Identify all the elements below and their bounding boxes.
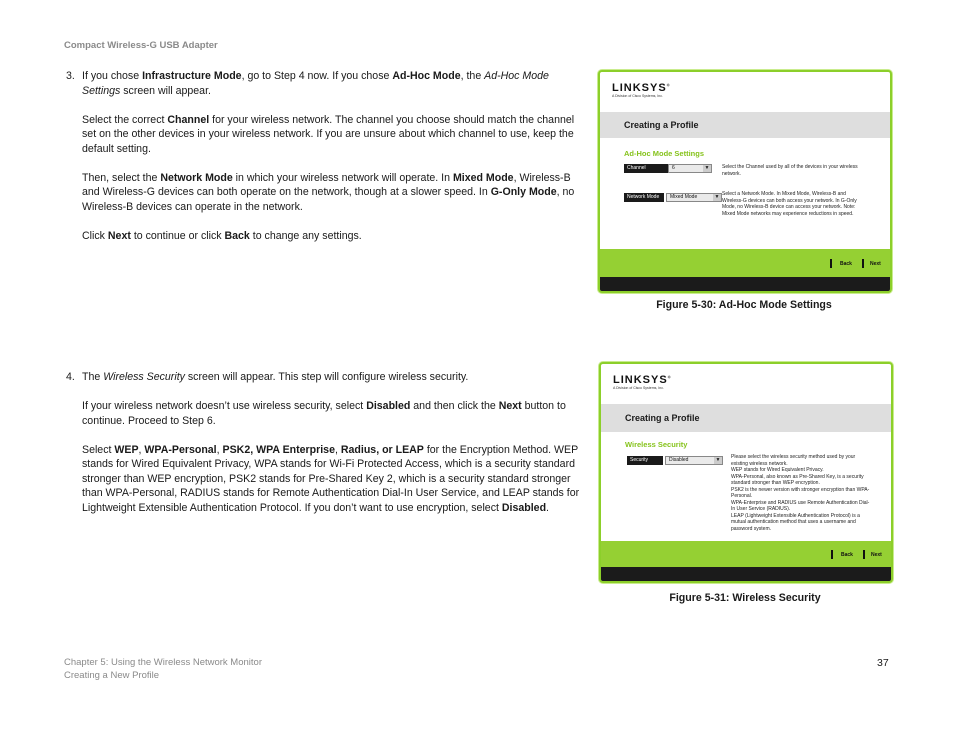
step-number: 4. [66, 371, 75, 383]
security-select[interactable]: Disabled ▼ [665, 456, 723, 465]
wireless-security-screenshot [599, 362, 893, 583]
linksys-logo: LINKSYS® [612, 82, 671, 94]
back-button[interactable]: Back [841, 552, 853, 558]
next-button[interactable]: Next [870, 261, 881, 267]
divider [831, 550, 833, 559]
profile-title: Creating a Profile [600, 112, 890, 138]
network-mode-select[interactable]: Mixed Mode ▼ [666, 193, 722, 202]
page-number: 37 [877, 657, 889, 669]
channel-label: Channel [624, 164, 668, 173]
security-field [627, 456, 723, 465]
next-button[interactable]: Next [871, 552, 882, 558]
step-number: 3. [66, 70, 75, 82]
step-4-paragraph-2: If your wireless network doesn’t use wireless security, select Disabled and then click the Next button to continue. Proceed to Step 6. [82, 400, 566, 427]
footer-bar [601, 567, 891, 581]
section-title: Ad-Hoc Mode Settings [624, 149, 704, 158]
chevron-down-icon: ▼ [704, 165, 710, 171]
chevron-down-icon: ▼ [714, 194, 720, 200]
divider [862, 259, 864, 268]
step-4-paragraph-1: The Wireless Security screen will appear. This step will configure wireless security. [82, 371, 469, 383]
footer-section: Creating a New Profile [64, 670, 160, 681]
divider [863, 550, 865, 559]
security-description: Please select the wireless security method used by your existing wireless network. WEP stands for Wired Equivalent Privacy. WPA-Personal, also known as Pre-Shared Key, is a security standard stronger than WEP encryption. PSK2 is the newer version with stronger encryption than WPA-Personal. WPA-Enterprise and RADIUS use Remote Authentication Dial-In User Service (RADIUS). LEAP (Lightweight Extensible Authentication Protocol) is a mutual authentication method that uses a username and password system. [731, 454, 870, 532]
adhoc-settings-screenshot [598, 70, 892, 293]
step-4 [66, 370, 588, 530]
step-3-paragraph-2: Select the correct Channel for your wireless network. The channel you choose should match the channel set on the other devices in your wireless network. If you are unsure about which channel to use, keep the default setting. [82, 113, 575, 155]
channel-select[interactable]: 6 ▼ [668, 164, 712, 173]
logo-subtitle: A Division of Cisco Systems, Inc. [613, 386, 664, 390]
footer-bar [600, 277, 890, 291]
network-mode-field [624, 193, 722, 202]
divider [830, 259, 832, 268]
footer-chapter: Chapter 5: Using the Wireless Network Monitor [64, 657, 262, 668]
network-mode-label: Network Mode [624, 193, 664, 202]
running-header: Compact Wireless-G USB Adapter [64, 40, 218, 51]
step-3-paragraph-3: Then, select the Network Mode in which your wireless network will operate. In Mixed Mode, Wireless-B and Wireless-G devices can both operate on the network, though at a slower speed. In G-Only Mode, no Wireless-B devices can operate in the network. [82, 171, 575, 213]
chevron-down-icon: ▼ [715, 457, 721, 463]
channel-field [624, 164, 712, 173]
security-label: Security [627, 456, 663, 465]
network-mode-description: Select a Network Mode. In Mixed Mode, Wireless-B and Wireless-G devices can both access your network. In G-Only Mode, no Wireless-B device can access your network. Note: Mixed Mode networks may experience reductions in speed. [722, 191, 857, 217]
step-4-paragraph-3: Select WEP, WPA-Personal, PSK2, WPA Enterprise, Radius, or LEAP for the Encryption Method. WEP stands for Wired Equivalent Privacy, WPA stands for Wi-Fi Protected Access, which is a security standard stronger than WEP encryption, PSK2 stands for Pre-Shared Key 2, which is a security standard stronger than WPA-Personal, RADIUS stands for Remote Authentication Dial-In User Service, and LEAP stands for Lightweight Extensible Authentication Protocol. If you don’t want to use encryption, select Disabled. [82, 443, 580, 514]
step-3-paragraph-1: If you chose Infrastructure Mode, go to Step 4 now. If you chose Ad-Hoc Mode, the Ad-Hoc Mode Settings screen will appear. [82, 70, 549, 97]
page-footer [64, 656, 262, 682]
profile-title: Creating a Profile [601, 404, 891, 432]
figure-caption: Figure 5-31: Wireless Security [669, 592, 821, 604]
section-title: Wireless Security [625, 440, 688, 449]
figure-caption: Figure 5-30: Ad-Hoc Mode Settings [656, 299, 832, 311]
logo-subtitle: A Division of Cisco Systems, Inc. [612, 94, 663, 98]
step-3-paragraph-4: Click Next to continue or click Back to change any settings. [82, 229, 362, 242]
channel-description: Select the Channel used by all of the devices in your wireless network. [722, 164, 858, 177]
linksys-logo: LINKSYS® [613, 374, 672, 386]
step-3 [66, 69, 588, 258]
back-button[interactable]: Back [840, 261, 852, 267]
